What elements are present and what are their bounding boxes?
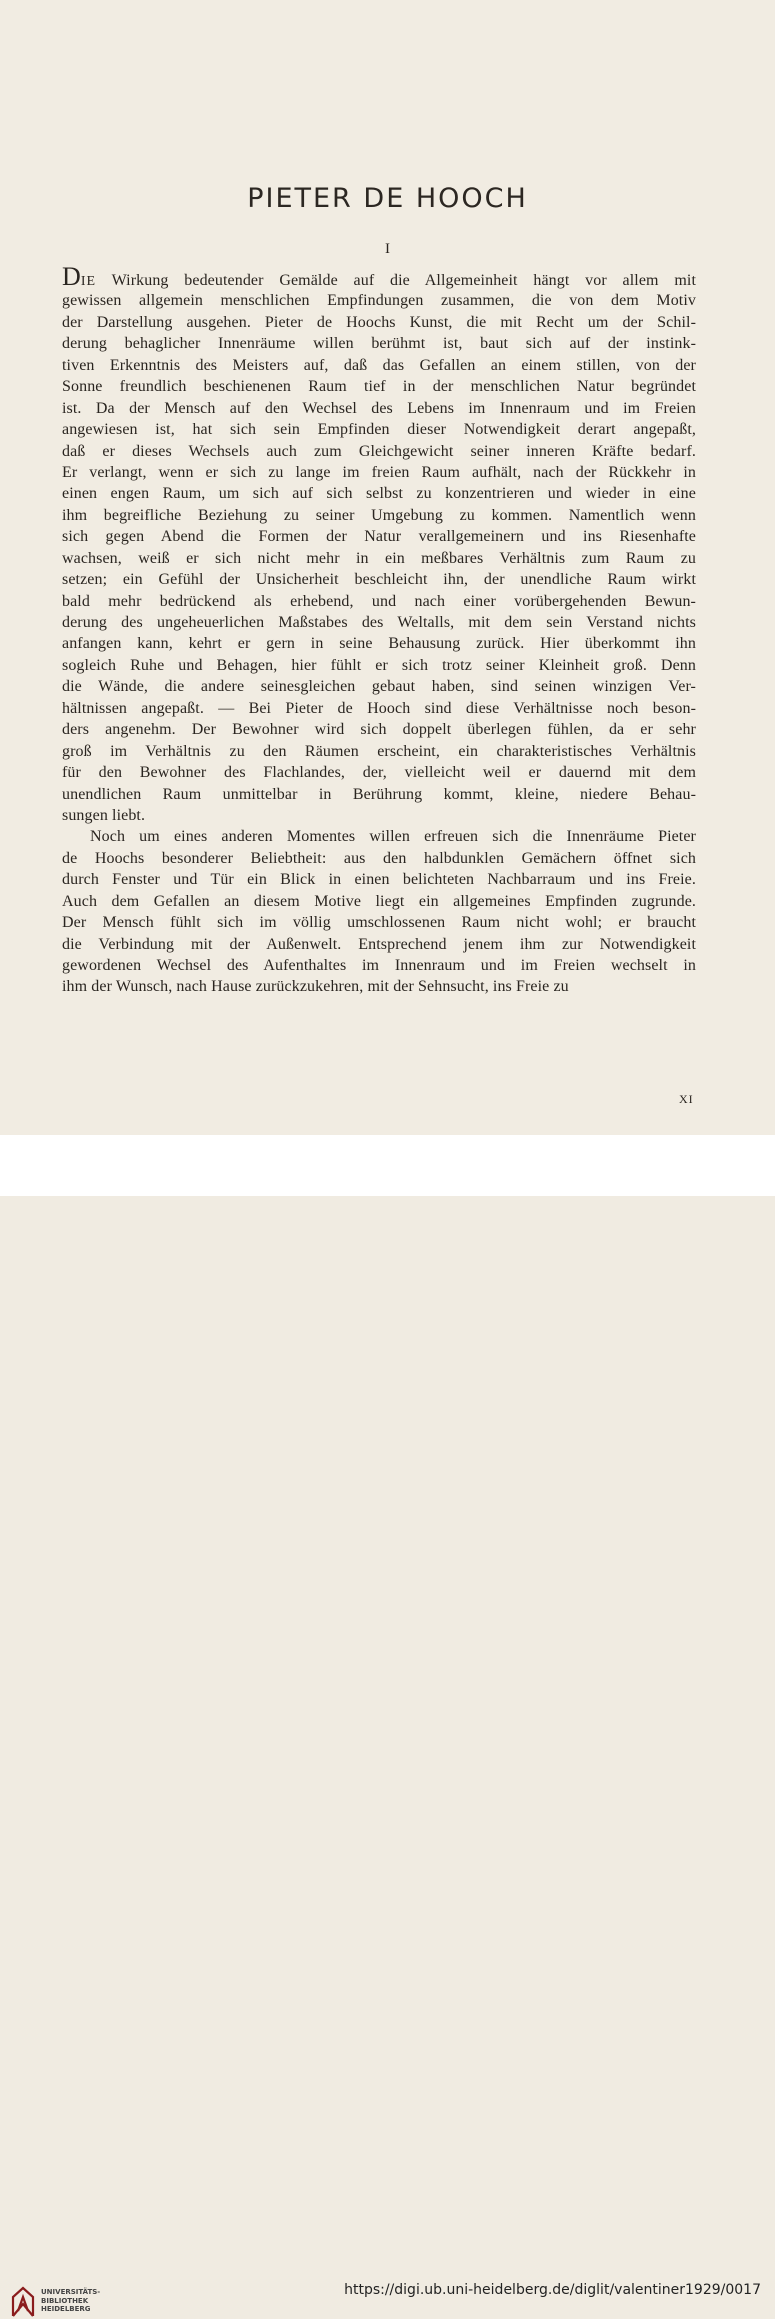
text-line: bald mehr bedrückend als erhebend, und nach einer vorübergehenden Bewun- — [62, 592, 696, 610]
text-line: ihm der Wunsch, nach Hause zurückzukehren, mit der Sehnsucht, ins Freie zu — [62, 978, 569, 996]
text-line: Der Mensch fühlt sich im völlig umschlossenen Raum nicht wohl; er braucht — [62, 914, 696, 932]
text-line: sungen liebt. — [62, 806, 146, 824]
text-line: hältnissen angepaßt. — Bei Pieter de Hooch sind diese Verhältnisse noch beson- — [62, 699, 696, 717]
text-line: die Verbindung mit der Außenwelt. Entsprechend jenem ihm zur Notwendigkeit — [62, 935, 696, 953]
text-line: gewordenen Wechsel des Aufenthaltes im Innenraum und im Freien wechselt in — [62, 957, 696, 974]
text-line: für den Bewohner des Flachlandes, der, vielleicht weil er dauernd mit dem — [62, 764, 696, 782]
paragraph-1 — [62, 262, 696, 826]
library-name-line: BIBLIOTHEK — [41, 2296, 89, 2305]
body-text — [62, 262, 696, 998]
text-line: Er verlangt, wenn er sich zu lange im freien Raum aufhält, nach der Rückkehr in — [62, 463, 696, 481]
text-line: sogleich Ruhe und Behagen, hier fühlt er sich trotz seiner Kleinheit groß. Denn — [62, 656, 696, 674]
text-line: Sonne freundlich beschienenen Raum tief in der menschlichen Natur begründet — [62, 378, 696, 396]
text-line: durch Fenster und Tür ein Blick in einen belichteten Nachbarraum und ins Freie. — [62, 871, 696, 889]
library-logo-icon[interactable] — [10, 2285, 36, 2319]
drop-cap: D — [62, 262, 81, 291]
text-line: einen engen Raum, um sich auf sich selbst zu konzentrieren und wieder in eine — [62, 485, 696, 503]
section-number: I — [385, 241, 390, 257]
paragraph-2 — [62, 826, 696, 998]
source-url-link[interactable]: https://digi.ub.uni-heidelberg.de/diglit/valentiner1929/0017 — [344, 2282, 761, 2298]
text-line: ihm begreifliche Beziehung zu seiner Umgebung zu kommen. Namentlich wenn — [62, 506, 696, 524]
text-line — [62, 262, 696, 291]
footer-bar — [0, 1135, 775, 2313]
text-line: setzen; ein Gefühl der Unsicherheit beschleicht ihn, der unendliche Raum wirkt — [62, 571, 696, 589]
text-line: unendlichen Raum unmittelbar in Berührung kommt, kleine, niedere Behau- — [62, 785, 696, 803]
text-line: groß im Verhältnis zu den Räumen erscheint, ein charakteristisches Verhältnis — [62, 742, 696, 760]
text-line: daß er dieses Wechsels auch zum Gleichgewicht seiner inneren Kräfte bedarf. — [62, 442, 696, 460]
text-line: sich gegen Abend die Formen der Natur verallgemeinern und ins Riesenhafte — [62, 528, 696, 546]
text-line: gewissen allgemein menschlichen Empfindungen zusammen, die von dem Motiv — [62, 292, 696, 310]
drop-cap-rest: IE — [80, 274, 97, 289]
text-line: Noch um eines anderen Momentes willen erfreuen sich die Innenräume Pieter — [90, 828, 696, 846]
text-line: angewiesen ist, hat sich sein Empfinden dieser Notwendigkeit derart angepaßt, — [62, 421, 696, 439]
text-line: derung behaglicher Innenräume willen berühmt ist, baut sich auf der instink- — [62, 335, 696, 353]
book-page — [0, 0, 775, 1135]
text-line: die Wände, die andere seinesgleichen gebaut haben, sind seinen winzigen Ver- — [62, 678, 696, 696]
library-name-line: HEIDELBERG — [41, 2305, 91, 2313]
text-line: Auch dem Gefallen an diesem Motive liegt ein allgemeines Empfinden zugrunde. — [62, 892, 696, 910]
line-text: Wirkung bedeutender Gemälde auf die Allgemeinheit hängt vor allem mit — [96, 272, 696, 289]
text-line: ist. Da der Mensch auf den Wechsel des Lebens im Innenraum und im Freien — [62, 399, 696, 417]
text-line: ders angenehm. Der Bewohner wird sich doppelt überlegen fühlen, da er sehr — [62, 721, 696, 739]
text-line: tiven Erkenntnis des Meisters auf, daß das Gefallen an einem stillen, von der — [62, 356, 696, 374]
text-line: derung des ungeheuerlichen Maßstabes des Weltalls, mit dem sein Verstand nichts — [62, 614, 696, 631]
text-line: wachsen, weiß er sich nicht mehr in ein meßbares Verhältnis zum Raum zu — [62, 549, 696, 567]
page-title: PIETER DE HOOCH — [247, 183, 528, 214]
library-name-line: UNIVERSITÄTS- — [41, 2288, 101, 2296]
text-line: anfangen kann, kehrt er gern in seine Behausung zurück. Hier überkommt ihn — [62, 635, 696, 653]
text-line: de Hoochs besonderer Beliebtheit: aus den halbdunklen Gemächern öffnet sich — [62, 849, 696, 867]
library-name — [41, 2288, 100, 2314]
page-number: XI — [679, 1092, 694, 1106]
text-line: der Darstellung ausgehen. Pieter de Hoochs Kunst, die mit Recht um der Schil- — [62, 313, 696, 331]
